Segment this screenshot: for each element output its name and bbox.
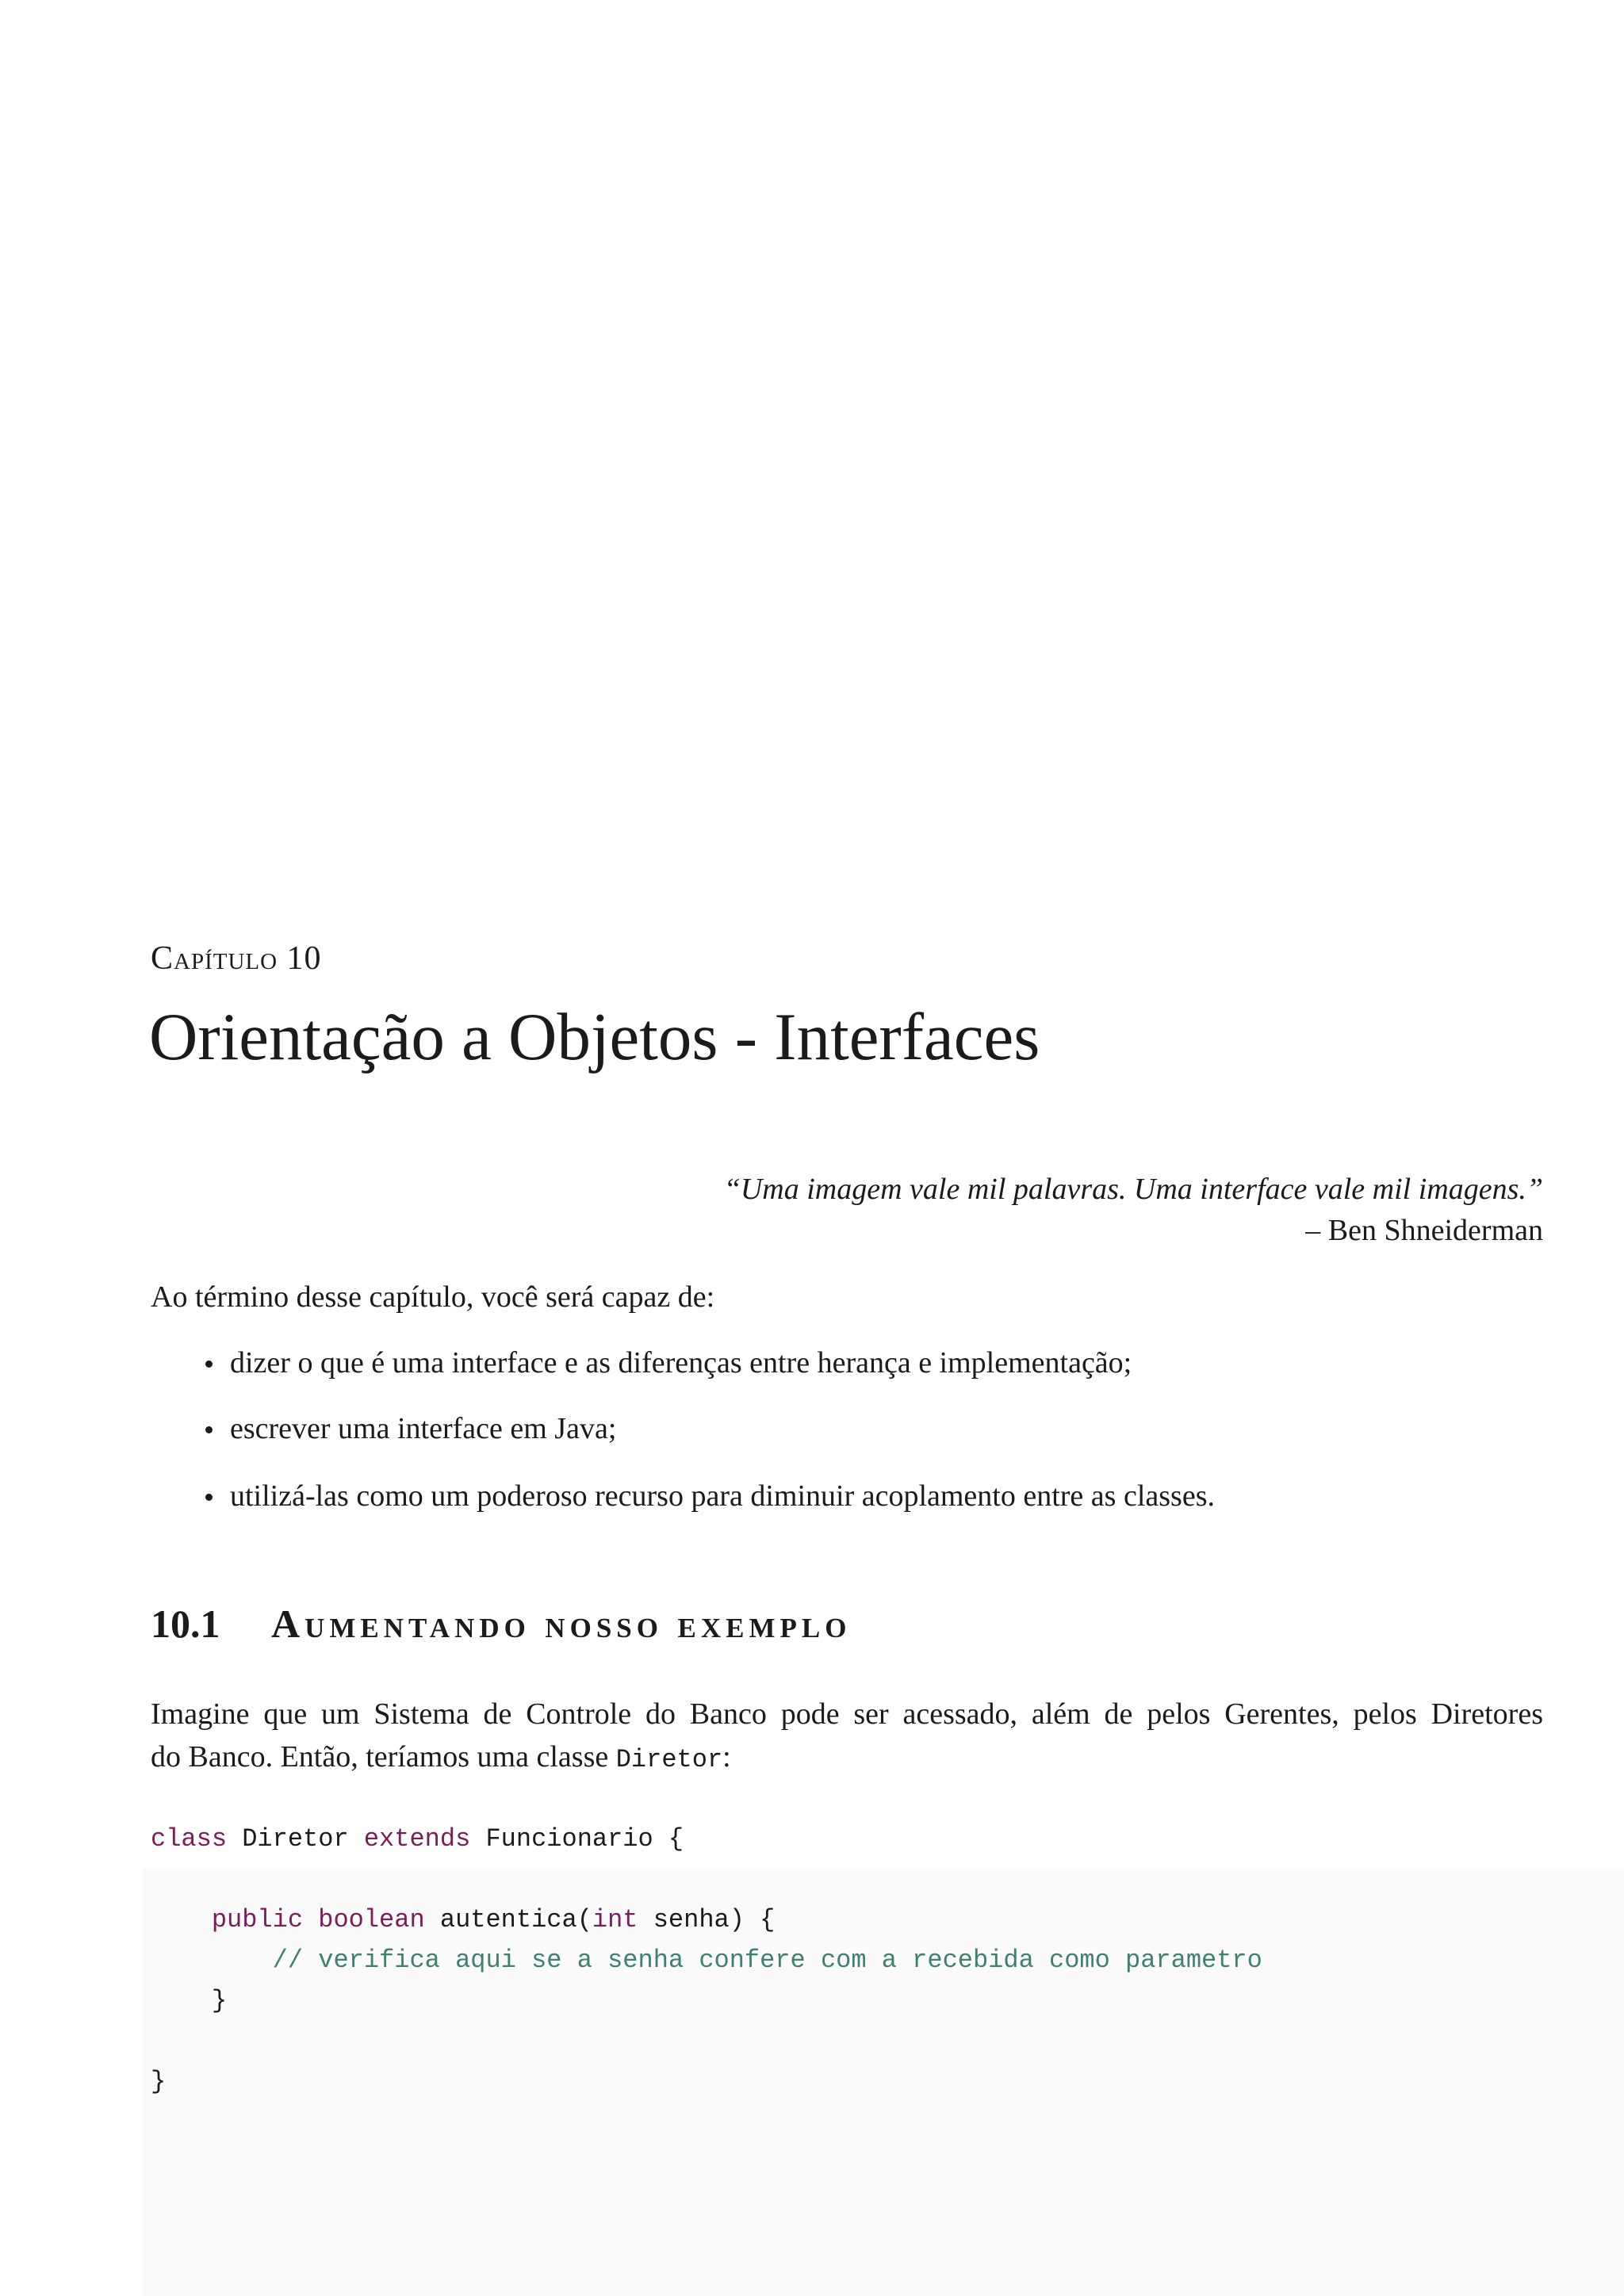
code-keyword: extends (363, 1824, 471, 1854)
code-block (151, 1819, 1262, 2102)
code-text: senha) { (638, 1905, 776, 1934)
code-text: } (151, 1986, 228, 2015)
code-text: autentica( (424, 1905, 592, 1934)
code-line (151, 1900, 1262, 1940)
paragraph-line: Imagine que um Sistema de Controle do Banco pode ser acessado, além de pelos Gerentes, pelos Diretores (151, 1697, 1543, 1731)
code-keyword: boolean (318, 1905, 425, 1934)
code-line (151, 1819, 1262, 1859)
code-keyword: public (211, 1905, 304, 1934)
code-keyword: class (151, 1824, 228, 1854)
code-text (151, 1905, 212, 1934)
code-line (151, 1980, 1262, 2021)
bullet-marker (205, 1426, 213, 1433)
paragraph-text: : (722, 1740, 731, 1774)
code-text: Diretor (227, 1824, 364, 1854)
chapter-label: Capítulo 10 (151, 940, 322, 977)
bullet-marker (205, 1360, 213, 1368)
intro-text: Ao término desse capítulo, você será capaz de: (151, 1280, 715, 1314)
code-line (151, 1940, 1262, 1980)
paragraph-text: do Banco. Então, teríamos uma classe (151, 1740, 616, 1774)
objective-text: dizer o que é uma interface e as diferenças entre herança e implementação; (230, 1346, 1132, 1380)
section-heading (151, 1600, 1543, 1647)
section-number: 10.1 (151, 1601, 220, 1646)
section-title: Aumentando nosso exemplo (271, 1601, 852, 1646)
epigraph-author: – Ben Shneiderman (1305, 1214, 1543, 1247)
code-text (303, 1905, 318, 1934)
code-blank-line (151, 2021, 1262, 2061)
code-comment: // verifica aqui se a senha confere com a recebida como parametro (151, 1946, 1262, 1975)
code-text: } (151, 2067, 167, 2096)
paragraph-line (151, 1737, 731, 1780)
objective-text: escrever uma interface em Java; (230, 1412, 617, 1445)
chapter-title: Orientação a Objetos - Interfaces (149, 1000, 1040, 1074)
code-blank-line (151, 1859, 1262, 1900)
epigraph-quote: “Uma imagem vale mil palavras. Uma interface vale mil imagens.” (723, 1173, 1543, 1206)
code-line (151, 2061, 1262, 2102)
bullet-marker (205, 1494, 213, 1501)
code-keyword: int (592, 1905, 638, 1934)
code-text: Funcionario { (470, 1824, 684, 1854)
objective-text: utilizá-las como um poderoso recurso para diminuir acoplamento entre as classes. (230, 1479, 1215, 1513)
inline-code: Diretor (615, 1745, 723, 1774)
